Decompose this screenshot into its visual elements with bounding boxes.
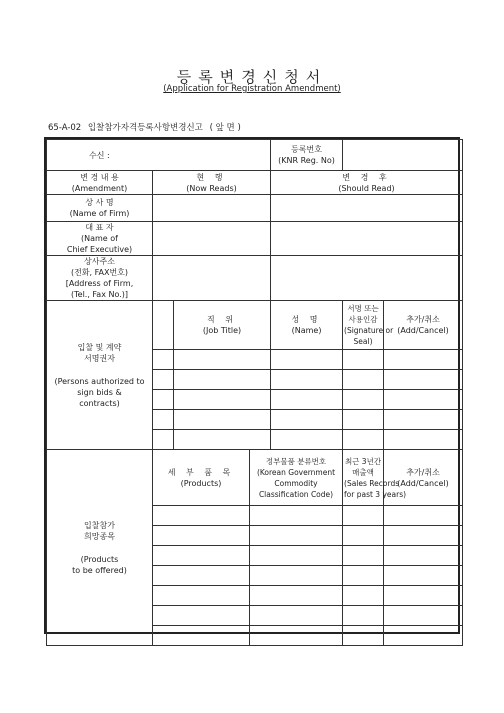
signers-spacer xyxy=(153,301,174,350)
signer-add-cancel-field[interactable] xyxy=(384,410,463,430)
classification-field[interactable] xyxy=(250,546,343,566)
sales-field[interactable] xyxy=(343,606,384,626)
sales-field[interactable] xyxy=(343,566,384,586)
sales-field[interactable] xyxy=(343,506,384,526)
signer-add-cancel-field[interactable] xyxy=(384,430,463,450)
signer-name-field[interactable] xyxy=(271,410,343,430)
reg-no-field[interactable] xyxy=(343,140,463,171)
address-new-field[interactable] xyxy=(271,256,463,301)
product-field[interactable] xyxy=(153,586,250,606)
amend-header-row xyxy=(47,171,463,195)
signer-name-field[interactable] xyxy=(271,390,343,410)
signers-header-row xyxy=(47,301,463,350)
amendment-header: 변 경 내 용 (Amendment) xyxy=(47,171,153,195)
signer-add-cancel-header: 추가/취소 (Add/Cancel) xyxy=(384,301,463,350)
product-add-cancel-field[interactable] xyxy=(384,506,463,526)
classification-field[interactable] xyxy=(250,526,343,546)
recipient-label: 수신 : xyxy=(89,150,110,160)
form-side: ( 앞 면 ) xyxy=(209,123,241,133)
product-add-cancel-field[interactable] xyxy=(384,546,463,566)
ceo-new-field[interactable] xyxy=(271,222,463,256)
job-title-header: 직 위 (Job Title) xyxy=(174,301,271,350)
form-code: 65-A-02 xyxy=(48,123,82,133)
product-add-cancel-field[interactable] xyxy=(384,566,463,586)
firm-name-label: 상 사 명 (Name of Firm) xyxy=(47,195,153,222)
sales-field[interactable] xyxy=(343,626,384,646)
signer-seal-field[interactable] xyxy=(343,370,384,390)
signers-label: 입찰 및 계약 서명권자 (Persons authorized to sign bids & contracts) xyxy=(47,301,153,450)
product-field[interactable] xyxy=(153,506,250,526)
recipient-cell[interactable] xyxy=(47,140,271,171)
should-read-header: 변 경 후 (Should Read) xyxy=(271,171,463,195)
product-add-cancel-field[interactable] xyxy=(384,526,463,546)
signer-title-field[interactable] xyxy=(174,430,271,450)
classification-header: 정부물품 분류번호 (Korean Government Commodity Classification Code) xyxy=(250,450,343,506)
firm-name-row xyxy=(47,195,463,222)
classification-field[interactable] xyxy=(250,626,343,646)
products-header-row xyxy=(47,450,463,506)
product-field[interactable] xyxy=(153,566,250,586)
signer-seal-field[interactable] xyxy=(343,430,384,450)
form-name: 입찰참가자격등록사항변경신고 xyxy=(87,123,203,133)
sales-field[interactable] xyxy=(343,546,384,566)
signer-title-field[interactable] xyxy=(174,370,271,390)
ceo-label: 대 표 자 (Name of Chief Executive) xyxy=(47,222,153,256)
classification-field[interactable] xyxy=(250,586,343,606)
firm-name-new-field[interactable] xyxy=(271,195,463,222)
now-reads-header: 현 행 (Now Reads) xyxy=(153,171,271,195)
receipt-row xyxy=(47,140,463,171)
signer-add-cancel-field[interactable] xyxy=(384,390,463,410)
product-field[interactable] xyxy=(153,526,250,546)
person-name-header: 성 명 (Name) xyxy=(271,301,343,350)
signer-seal-field[interactable] xyxy=(343,390,384,410)
form-title: 등록변경신청서 xyxy=(176,68,328,86)
ceo-now-field[interactable] xyxy=(153,222,271,256)
form-table xyxy=(46,139,463,646)
reg-no-label: 등록번호 (KNR Reg. No) xyxy=(271,140,343,171)
product-field[interactable] xyxy=(153,546,250,566)
signer-seal-field[interactable] xyxy=(343,410,384,430)
product-add-cancel-header: 추가/취소 (Add/Cancel) xyxy=(384,450,463,506)
product-add-cancel-field[interactable] xyxy=(384,606,463,626)
classification-field[interactable] xyxy=(250,606,343,626)
address-now-field[interactable] xyxy=(153,256,271,301)
classification-field[interactable] xyxy=(250,506,343,526)
products-header: 세 부 품 목 (Products) xyxy=(153,450,250,506)
product-field[interactable] xyxy=(153,626,250,646)
product-field[interactable] xyxy=(153,606,250,626)
sales-field[interactable] xyxy=(343,526,384,546)
product-add-cancel-field[interactable] xyxy=(384,586,463,606)
sales-header: 최근 3년간 매출액 (Sales Records for past 3 years) xyxy=(343,450,384,506)
signer-name-field[interactable] xyxy=(271,370,343,390)
signer-add-cancel-field[interactable] xyxy=(384,350,463,370)
signer-name-field[interactable] xyxy=(271,350,343,370)
classification-field[interactable] xyxy=(250,566,343,586)
signer-title-field[interactable] xyxy=(174,410,271,430)
signer-seal-field[interactable] xyxy=(343,350,384,370)
signer-title-field[interactable] xyxy=(174,390,271,410)
signature-header: 서명 또는 사용인감 (Signature or Seal) xyxy=(343,301,384,350)
sales-field[interactable] xyxy=(343,586,384,606)
form-subtitle: (Application for Registration Amendment) xyxy=(163,84,341,94)
products-label: 입찰참가 희망종목 (Products to be offered) xyxy=(47,450,153,646)
signer-name-field[interactable] xyxy=(271,430,343,450)
product-add-cancel-field[interactable] xyxy=(384,626,463,646)
signer-title-field[interactable] xyxy=(174,350,271,370)
application-form xyxy=(44,137,460,634)
address-row xyxy=(47,256,463,301)
signer-add-cancel-field[interactable] xyxy=(384,370,463,390)
ceo-row xyxy=(47,222,463,256)
firm-name-now-field[interactable] xyxy=(153,195,271,222)
form-code-line xyxy=(48,121,245,133)
address-label: 상사주소 (전화, FAX번호) [Address of Firm, (Tel., Fax No.)] xyxy=(47,256,153,301)
